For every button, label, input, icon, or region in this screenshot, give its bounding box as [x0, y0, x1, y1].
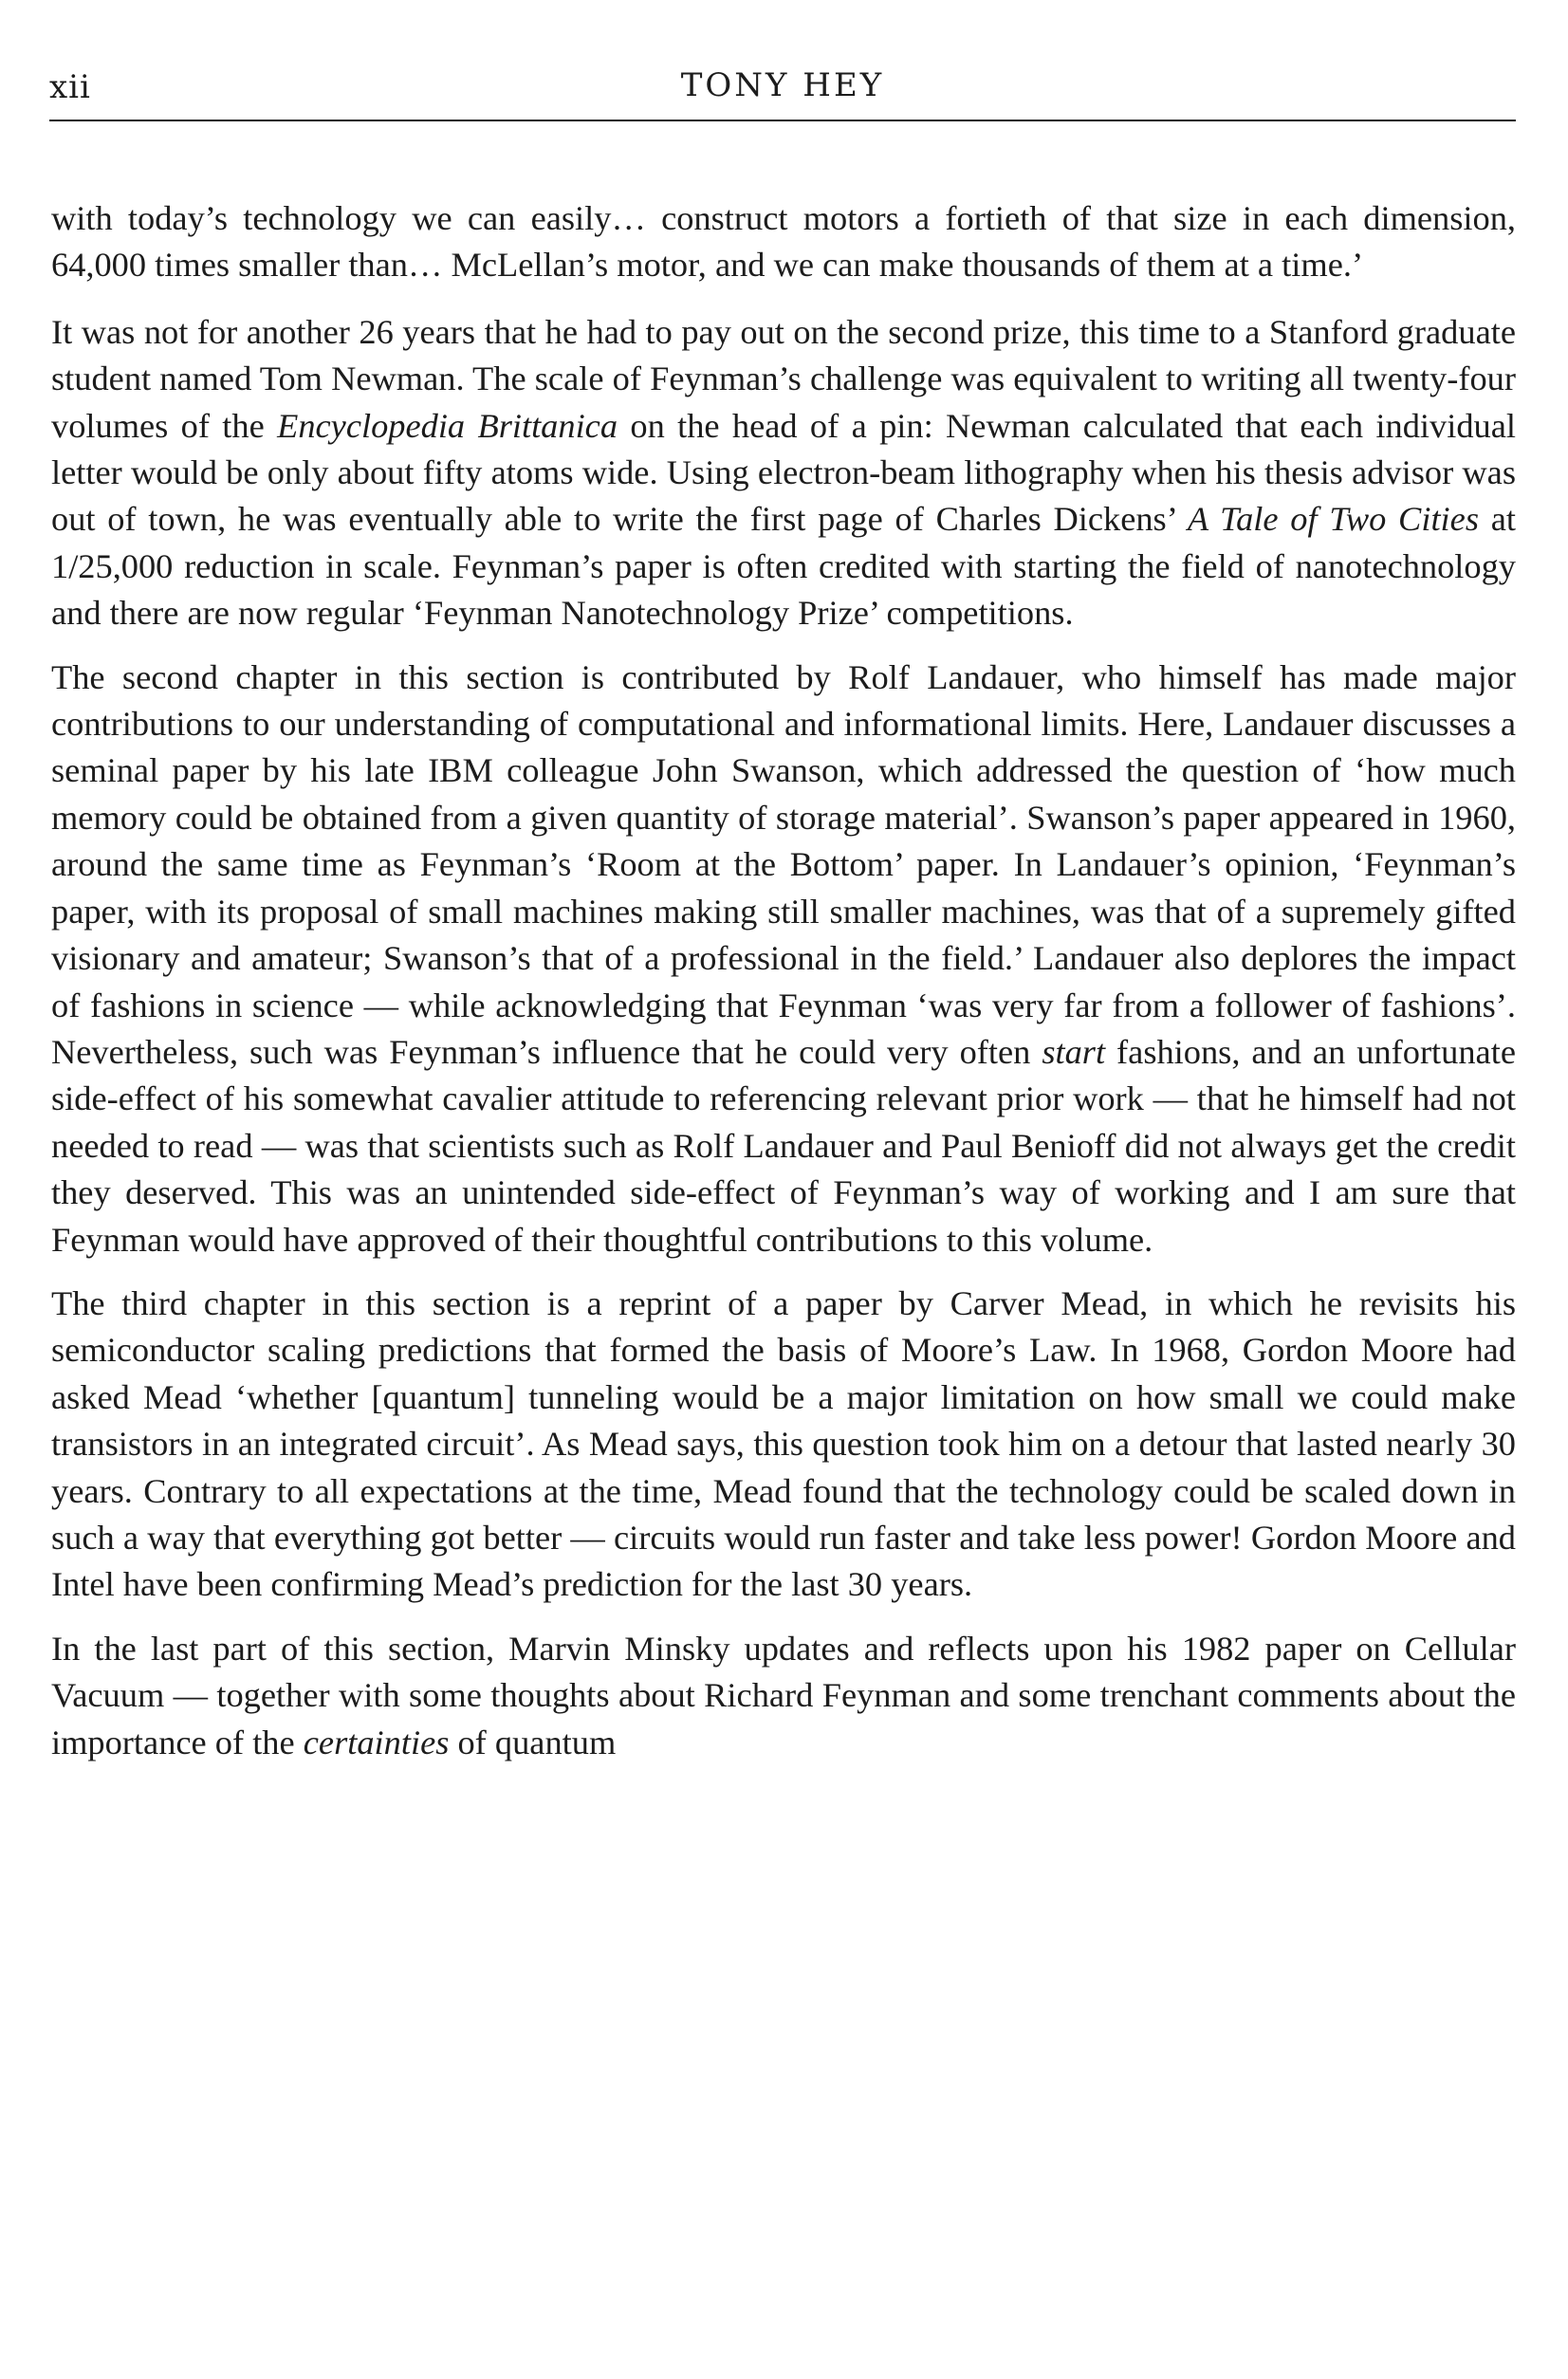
italic-emphasis: certainties — [303, 1723, 450, 1761]
text-segment: It was not for another 26 years that he had to pay out on the second prize, this time to a Stanford graduate student named Tom Newman. The scale of Feynman’s challenge was equivalent to writing all twenty-four volumes of the — [51, 312, 1516, 445]
paragraph-2 — [51, 309, 1516, 637]
header-rule — [49, 120, 1516, 121]
text-segment: The second chapter in this section is contributed by Rolf Landauer, who himself has made major contributions to our understanding of computational and informational limits. Here, Landauer discusses a seminal paper by his late IBM colleague John Swanson, which addressed the question of ‘how much memory could be obtained from a given quantity of storage material’. Swanson’s paper appeared in 1960, around the same time as Feynman’s ‘Room at the Bottom’ paper. In Landauer’s opinion, ‘Feynman’s paper, with its proposal of small machines making still smaller machines, was that of a supremely gifted visionary and amateur; Swanson’s that of a professional in the field.’ Landauer also deplores the impact of fashions in science — while acknowledging that Feynman ‘was very far from a follower of fashions’. Nevertheless, such was Feynman’s influence that he could very often — [51, 657, 1516, 1071]
text-segment: at 1/25,000 reduction in scale. Feynman’s paper is often credited with starting the field of nanotechnology and there are now regular ‘Feynman Nanotechnology Prize’ competitions. — [51, 500, 1516, 633]
text-segment: The third chapter in this section is a reprint of a paper by Carver Mead, in which he revisits his semiconductor scaling predictions that formed the basis of Moore’s Law. In 1968, Gordon Moore had asked Mead ‘whether [quantum] tunneling would be a major limitation on how small we could make transistors in an integrated circuit’. As Mead says, this question took him on a detour that lasted nearly 30 years. Contrary to all expectations at the time, Mead found that the technology could be scaled down in such a way that everything got better — circuits would run faster and take less power! Gordon Moore and Intel have been confirming Mead’s prediction for the last 30 years. — [51, 1283, 1516, 1604]
paragraph-4 — [51, 1281, 1516, 1609]
text-segment: In the last part of this section, Marvin Minsky updates and reflects upon his 1982 paper on Cellular Vacuum — together with some thoughts about Richard Feynman and some trenchant comments about the importance of the — [51, 1629, 1516, 1761]
page-number: xii — [49, 68, 91, 106]
running-title: TONY HEY — [680, 66, 885, 104]
paragraph-1 — [51, 195, 1516, 289]
italic-title: Encyclopedia Brittanica — [277, 406, 618, 445]
italic-emphasis: start — [1042, 1032, 1106, 1071]
text-segment: fashions, and an unfortunate side-effect of his somewhat cavalier attitude to referencing relevant prior work — that he himself had not needed to read — was that scientists such as Rolf Landauer and Paul Benioff did not always get the credit they deserved. This was an unintended side-effect of Feynman’s way of working and I am sure that Feynman would have approved of their thoughtful contributions to this volume. — [51, 1032, 1516, 1259]
italic-title: A Tale of Two Cities — [1187, 500, 1479, 539]
body-text — [51, 195, 1516, 1783]
running-head — [49, 59, 1516, 116]
text-segment: of quantum — [449, 1723, 617, 1761]
text-segment: with today’s technology we can easily… construct motors a fortieth of that size in each dimension, 64,000 times smaller than… McLellan’s motor, and we can make thousands of them at a time.’ — [51, 199, 1516, 285]
text-segment: on the head of a pin: Newman calculated that each individual letter would be only about fifty atoms wide. Using electron-beam lithography when his thesis advisor was out of town, he was eventually able to write the first page of Charles Dickens’ — [51, 406, 1516, 539]
paragraph-3 — [51, 655, 1516, 1263]
paragraph-5 — [51, 1626, 1516, 1766]
